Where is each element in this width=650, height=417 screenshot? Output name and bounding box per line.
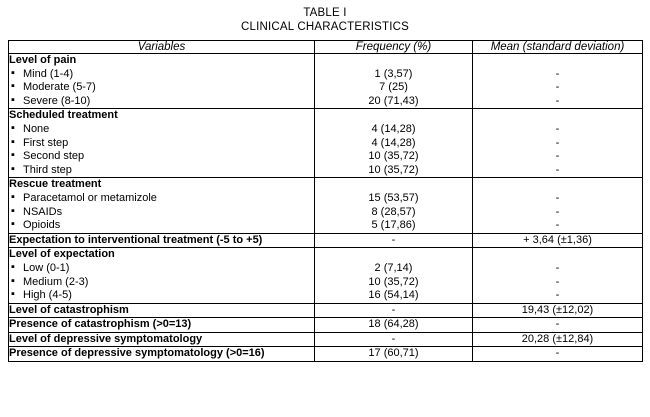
- list-item: ▪ Second step: [9, 150, 314, 164]
- frequency-value: 17 (60,71): [315, 347, 473, 362]
- group-cell-scheduled-treatment: [9, 109, 315, 178]
- mean-cell-level-of-expectation: [473, 248, 643, 303]
- spacer: [315, 248, 472, 262]
- mean-value: + 3,64 (±1,36): [473, 233, 643, 248]
- mean-cell-scheduled-treatment: [473, 109, 643, 178]
- frequency-cell-scheduled-treatment: [315, 109, 473, 178]
- group-cell-level-of-expectation: [9, 248, 315, 303]
- mean-value: -: [555, 94, 560, 107]
- mean-value: -: [555, 67, 560, 80]
- list-item: ▪ None: [9, 123, 314, 137]
- list-item: ▪ High (4-5): [9, 289, 314, 303]
- frequency-value: 5 (17,86): [371, 219, 416, 232]
- group-heading: Scheduled treatment: [9, 109, 118, 122]
- mean-value: -: [555, 136, 560, 149]
- table-row: [9, 347, 643, 362]
- table-caption: [8, 6, 642, 34]
- mean-value: -: [555, 205, 560, 218]
- table-row: [9, 332, 643, 347]
- table-row: [9, 233, 643, 248]
- mean-value: -: [555, 163, 560, 176]
- mean-value: -: [555, 191, 560, 204]
- spacer: [315, 109, 472, 123]
- row-label-level-catastrophism: Level of catastrophism: [9, 303, 315, 318]
- mean-cell-rescue-treatment: [473, 178, 643, 233]
- list-item: ▪ Opioids: [9, 219, 314, 233]
- mean-value: -: [555, 261, 560, 274]
- spacer: [473, 248, 642, 262]
- frequency-value: 20 (71,43): [368, 94, 419, 107]
- table-row: [9, 303, 643, 318]
- table-number: TABLE I: [303, 7, 347, 19]
- mean-cell-level-of-pain: [473, 54, 643, 109]
- mean-value: -: [473, 318, 643, 333]
- list-item: ▪ Third step: [9, 164, 314, 178]
- group-cell-rescue-treatment: [9, 178, 315, 233]
- list-item: ▪ Medium (2-3): [9, 276, 314, 290]
- list-item: ▪ Paracetamol or metamizole: [9, 192, 314, 206]
- mean-value: -: [555, 122, 560, 135]
- frequency-cell-level-of-expectation: [315, 248, 473, 303]
- table-body: [9, 54, 643, 362]
- frequency-value: 16 (54,14): [368, 289, 419, 302]
- header-row: [9, 41, 643, 54]
- list-item: ▪ Severe (8-10): [9, 95, 314, 109]
- spacer: [315, 54, 472, 68]
- mean-value: -: [555, 150, 560, 163]
- mean-value: -: [555, 219, 560, 232]
- frequency-value: 2 (7,14): [374, 261, 413, 274]
- group-heading: Rescue treatment: [9, 178, 102, 191]
- row-label-level-depressive: Level of depressive symptomatology: [9, 332, 315, 347]
- mean-value: -: [555, 81, 560, 94]
- group-item-list: [9, 192, 314, 233]
- list-item: ▪ First step: [9, 137, 314, 151]
- frequency-value: -: [315, 303, 473, 318]
- frequency-value: -: [315, 332, 473, 347]
- list-item: ▪ Mind (1-4): [9, 68, 314, 82]
- group-heading: Level of pain: [9, 54, 77, 66]
- table-row: [9, 109, 643, 178]
- spacer: [473, 178, 642, 192]
- table-header: [9, 41, 643, 54]
- list-item: ▪ NSAIDs: [9, 206, 314, 220]
- frequency-value: 7 (25): [379, 81, 408, 94]
- frequency-value: 18 (64,28): [315, 318, 473, 333]
- mean-value: -: [555, 275, 560, 288]
- group-item-list: [9, 123, 314, 177]
- group-item-list: [9, 262, 314, 303]
- mean-value: 20,28 (±12,84): [473, 332, 643, 347]
- frequency-value: 4 (14,28): [371, 122, 416, 135]
- list-item: ▪ Low (0-1): [9, 262, 314, 276]
- frequency-value: 10 (35,72): [368, 275, 419, 288]
- frequency-value: 4 (14,28): [371, 136, 416, 149]
- frequency-cell-rescue-treatment: [315, 178, 473, 233]
- frequency-cell-level-of-pain: [315, 54, 473, 109]
- table-row: [9, 318, 643, 333]
- mean-value: -: [473, 347, 643, 362]
- row-label-expectation-interventional: Expectation to interventional treatment (-5 to +5): [9, 233, 315, 248]
- frequency-value: 10 (35,72): [368, 163, 419, 176]
- frequency-value: 8 (28,57): [371, 205, 416, 218]
- spacer: [473, 109, 642, 123]
- clinical-characteristics-table: [8, 40, 643, 362]
- group-item-list: [9, 68, 314, 109]
- mean-value: 19,43 (±12,02): [473, 303, 643, 318]
- frequency-value: 1 (3,57): [374, 67, 413, 80]
- spacer: [473, 54, 642, 68]
- frequency-value: 10 (35,72): [368, 150, 419, 163]
- mean-value: -: [555, 289, 560, 302]
- group-heading: Level of expectation: [9, 248, 115, 261]
- list-item: ▪ Moderate (5-7): [9, 81, 314, 95]
- table-row: [9, 54, 643, 109]
- frequency-value: 15 (53,57): [368, 191, 419, 204]
- table-row: [9, 178, 643, 233]
- header-variables: Variables: [9, 41, 315, 54]
- row-label-presence-depressive: Presence of depressive symptomatology (>0=16): [9, 347, 315, 362]
- header-mean: Mean (standard deviation): [473, 41, 643, 54]
- spacer: [315, 178, 472, 192]
- row-label-presence-catastrophism: Presence of catastrophism (>0=13): [9, 318, 315, 333]
- frequency-value: -: [315, 233, 473, 248]
- header-frequency: Frequency (%): [315, 41, 473, 54]
- table-title: CLINICAL CHARACTERISTICS: [241, 21, 409, 33]
- table-row: [9, 248, 643, 303]
- group-cell-level-of-pain: [9, 54, 315, 109]
